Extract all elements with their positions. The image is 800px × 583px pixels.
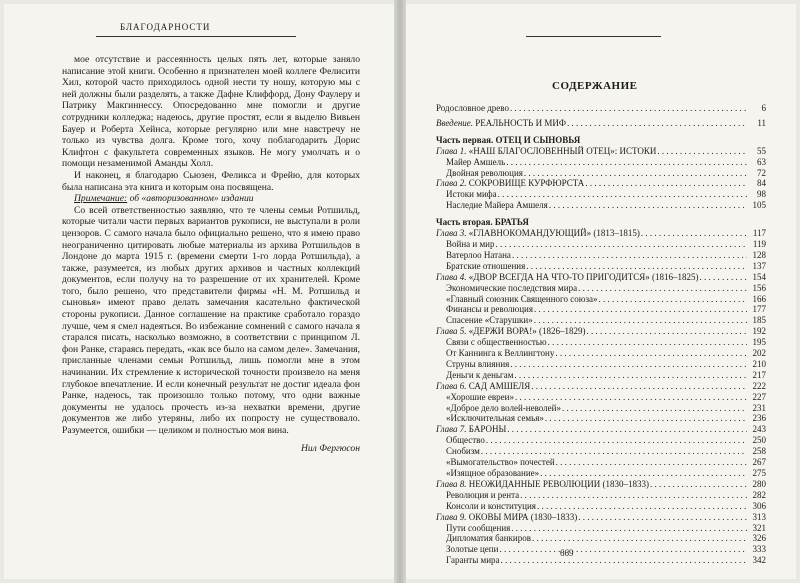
toc-leader-dots — [567, 118, 747, 129]
toc-chapter-label: Глава 5. — [436, 326, 469, 337]
toc-leader-dots — [510, 103, 747, 114]
toc-entry — [436, 468, 766, 479]
toc-entry-title: Революция и рента — [446, 489, 520, 500]
toc-leader-dots — [507, 424, 747, 435]
note-heading — [62, 193, 360, 205]
toc-entry — [436, 413, 766, 424]
toc-entry-title: Двойная революция — [446, 167, 523, 178]
toc-leader-dots — [549, 200, 747, 211]
toc-chapter-entry — [436, 326, 766, 337]
toc-entry-title: Деньги к деньгам — [446, 369, 514, 380]
toc-page-number: 105 — [752, 200, 766, 211]
toc-chapter-label: Глава 2. — [436, 178, 469, 189]
toc-page-number: 326 — [752, 533, 766, 544]
toc-page-number: 333 — [752, 544, 766, 555]
toc-entry-title: Глава 6. САД АМШЕЛЯ — [436, 380, 531, 391]
toc-entry-title: Струны влияния — [446, 358, 510, 369]
toc-page-number: 236 — [752, 413, 766, 424]
toc-leader-dots — [526, 261, 747, 272]
toc-entry-title: Пути сообщения — [446, 522, 511, 533]
toc-entry — [436, 315, 766, 326]
toc-entry-title: «Вымогательство» почестей — [446, 457, 555, 468]
toc-leader-dots — [499, 544, 747, 555]
toc-page-number: 217 — [752, 369, 766, 380]
table-of-contents — [436, 103, 766, 566]
toc-entry-title: Введение. РЕАЛЬНОСТЬ И МИФ — [436, 117, 566, 128]
toc-part-heading: Часть вторая. БРАТЬЯ — [436, 217, 529, 228]
toc-leader-dots — [498, 189, 747, 200]
toc-leader-dots — [562, 403, 747, 414]
toc-page-number: 72 — [757, 167, 766, 178]
toc-chapter-label: Глава 9. — [436, 511, 469, 522]
toc-entry — [436, 533, 766, 544]
toc-entry-title: Спасение «Старушки» — [446, 315, 533, 326]
author-signature: Нил Фергюсон — [300, 442, 360, 454]
toc-page-number: 98 — [757, 189, 766, 200]
toc-page-number: 282 — [752, 489, 766, 500]
toc-chapter-entry — [436, 118, 766, 129]
toc-page-number: 222 — [752, 380, 766, 391]
toc-page-number: 6 — [761, 103, 766, 113]
toc-title: СОДЕРЖАНИЕ — [552, 80, 638, 92]
toc-entry — [436, 446, 766, 457]
toc-entry — [436, 239, 766, 250]
toc-leader-dots — [515, 392, 747, 403]
toc-page-number: 231 — [752, 402, 766, 413]
toc-part-heading: Часть первая. ОТЕЦ И СЫНОВЬЯ — [436, 134, 581, 145]
toc-entry — [436, 200, 766, 211]
toc-entry-title: Братские отношения — [446, 260, 526, 271]
toc-entry — [436, 304, 766, 315]
toc-leader-dots — [700, 272, 747, 283]
toc-page-number: 202 — [752, 348, 766, 359]
toc-page-number: 275 — [752, 468, 766, 478]
toc-leader-dots — [534, 304, 747, 315]
toc-page-number: 185 — [752, 315, 766, 326]
toc-entry — [436, 250, 766, 261]
toc-page-number: 119 — [752, 238, 766, 249]
toc-page-number: 280 — [752, 478, 766, 489]
toc-page-number: 227 — [752, 391, 766, 402]
toc-chapter-entry — [436, 228, 766, 239]
toc-leader-dots — [524, 168, 747, 179]
toc-page-number: 11 — [757, 117, 766, 128]
toc-entry-title: Майер Амшель — [446, 156, 506, 167]
toc-entry-title: Золотые цепи — [446, 544, 499, 555]
toc-page-number: 84 — [757, 178, 766, 189]
toc-entry-title: От Каннинга к Веллингтону — [446, 348, 555, 359]
toc-page-number: 195 — [752, 337, 766, 348]
toc-entry-title: Гаранты мира — [446, 555, 500, 566]
toc-entry-title: Экономические последствия мира — [446, 282, 578, 293]
toc-entry — [436, 337, 766, 348]
toc-page-number: 55 — [757, 145, 766, 156]
toc-leader-dots — [555, 348, 747, 359]
toc-entry — [436, 359, 766, 370]
toc-page-number: 250 — [752, 435, 766, 446]
paragraph: И наконец, я благодарю Сьюзен, Феликса и Фрейю, для которых была написана эта книга и которым она посвящена. — [62, 169, 360, 193]
toc-entry-title: Глава 1. «НАШ БЛАГОСЛОВЕННЫЙ ОТЕЦ»: ИСТОКИ — [436, 145, 657, 156]
toc-leader-dots — [578, 283, 747, 294]
toc-page-number: 243 — [752, 424, 766, 435]
toc-chapter-entry — [436, 178, 766, 189]
toc-entry-title: «Хорошие евреи» — [446, 391, 514, 402]
toc-entry — [436, 168, 766, 179]
toc-page-number: 192 — [752, 326, 766, 337]
toc-page-number: 210 — [752, 358, 766, 369]
page-number: 669 — [560, 548, 574, 558]
toc-leader-dots — [599, 294, 747, 305]
toc-page-number: 306 — [752, 500, 766, 511]
header-rule — [96, 36, 296, 37]
note-paragraph: Со всей ответственностью заявляю, что те члены семьи Ротшильд, которые читали части первых вариантов рукописи, не выступали в роли цензоров. С самого начала было официально решено, что я имею право неограниченно цитировать любые материалы из архива Ротшильдов в Лондоне до марта 1915 г. (времени смерти 1-го лорда Ротшильда), а также, разумеется, из любых других архивов и частных коллекций документов, если получу на то разрешение от их хранителей. Кроме того, было решено, что представители фирмы «Н. М. Ротшильд и сыновья» имеют право делать замечания касательно фактической стороны рукописи. Данное соглашение на практике сработало гораздо лучше, чем я смел надеяться. Во избежание сомнений с самого начала я старался писать, насколько возможно, в соответствии с принципом Л. фон Ранке, стараясь передать, «как все было на самом деле». Замечания, присланные членами семьи Ротшильд, лишь помогли мне в этом начинании. Их стремление к исторической точности произвело на меня глубокое впечатление. И если конечный результат не достиг идеала фон Ранке, надеюсь, так произошло только потому, что одни важные документы не удалось прочесть из-за нехватки времени, другие документов же либо утеряны, либо их попросту не существовало. Разумеется, ошибки — целиком и полностью моя вина. — [62, 204, 360, 436]
running-head: БЛАГОДАРНОСТИ — [120, 22, 211, 32]
toc-page-number: 177 — [752, 304, 766, 315]
toc-chapter-label: Глава 1. — [436, 145, 469, 156]
header-rule — [526, 36, 661, 37]
toc-entry-title: Общество — [446, 435, 485, 446]
toc-page-number: 321 — [752, 522, 766, 533]
toc-leader-dots — [578, 512, 747, 523]
toc-entry — [436, 370, 766, 381]
toc-chapter-label: Глава 4. — [436, 271, 469, 282]
toc-entry — [436, 189, 766, 200]
toc-entry-title: «Доброе дело волей-неволей» — [446, 402, 561, 413]
toc-entry-title: Глава 8. НЕОЖИДАННЫЕ РЕВОЛЮЦИИ (1830–1833) — [436, 478, 650, 489]
toc-entry-title: Финансы и революция — [446, 304, 533, 315]
toc-page-number: 313 — [752, 511, 766, 522]
toc-entry — [436, 348, 766, 359]
toc-leader-dots — [641, 228, 747, 239]
toc-entry-title: Глава 5. «ДЕРЖИ ВОРА!» (1826–1829) — [436, 326, 586, 337]
toc-page-number: 63 — [757, 156, 766, 167]
toc-leader-dots — [548, 337, 747, 348]
toc-chapter-label: Введение. — [436, 117, 476, 128]
toc-entry-title: Глава 3. «ГЛАВНОКОМАНДУЮЩИЙ» (1813–1815) — [436, 228, 640, 239]
toc-entry-title: Глава 9. ОКОВЫ МИРА (1830–1833) — [436, 511, 578, 522]
toc-chapter-entry — [436, 146, 766, 157]
toc-entry-title: Глава 7. БАРОНЫ — [436, 424, 507, 435]
toc-chapter-label: Глава 3. — [436, 228, 469, 239]
toc-page-number: 258 — [752, 446, 766, 457]
toc-entry — [436, 261, 766, 272]
toc-entry — [436, 435, 766, 446]
toc-chapter-label: Глава 7. — [436, 424, 469, 435]
toc-page-number: 156 — [752, 282, 766, 293]
note-title: об «авторизованном» издании — [129, 193, 254, 205]
toc-leader-dots — [511, 523, 747, 534]
toc-entry-title: Снобизм — [446, 446, 480, 457]
toc-page-number: 137 — [752, 260, 766, 271]
toc-entry — [436, 523, 766, 534]
toc-entry-title: «Исключительная семья» — [446, 413, 544, 424]
toc-page-number: 166 — [752, 293, 766, 304]
toc-leader-dots — [657, 146, 747, 157]
toc-entry-title: Война и мир — [446, 238, 495, 249]
toc-entry-title: Связи с общественностью — [446, 337, 547, 348]
toc-chapter-entry — [436, 272, 766, 283]
toc-entry-title: Глава 2. СОКРОВИЩЕ КУРФЮРСТА — [436, 178, 585, 189]
toc-leader-dots — [585, 178, 747, 189]
toc-leader-dots — [514, 370, 747, 381]
toc-leader-dots — [587, 326, 747, 337]
toc-chapter-label: Глава 8. — [436, 478, 469, 489]
toc-chapter-entry — [436, 479, 766, 490]
toc-entry — [436, 157, 766, 168]
toc-chapter-entry — [436, 512, 766, 523]
toc-entry-title: Родословное древо — [436, 103, 509, 113]
toc-entry — [436, 490, 766, 501]
toc-leader-dots — [537, 501, 747, 512]
toc-entry — [436, 501, 766, 512]
toc-entry-title: «Главный союзник Священного союза» — [446, 293, 598, 304]
toc-entry — [436, 403, 766, 414]
toc-leader-dots — [531, 381, 747, 392]
toc-leader-dots — [540, 468, 747, 479]
toc-leader-dots — [532, 533, 747, 544]
toc-entry-title: Консоли и конституция — [446, 500, 536, 511]
toc-entry — [436, 103, 766, 114]
toc-entry — [436, 283, 766, 294]
toc-page-number: 267 — [752, 457, 766, 468]
toc-entry — [436, 294, 766, 305]
toc-entry-title: Ватерлоо Натана — [446, 249, 511, 260]
toc-page-number: 342 — [752, 555, 766, 566]
toc-leader-dots — [506, 157, 747, 168]
toc-leader-dots — [534, 315, 747, 326]
toc-chapter-entry — [436, 424, 766, 435]
toc-entry — [436, 544, 766, 555]
note-label: Примечание: — [74, 193, 128, 205]
toc-page-number: 128 — [752, 249, 766, 260]
toc-leader-dots — [520, 490, 747, 501]
toc-entry-title: Глава 4. «ДВОР ВСЕГДА НА ЧТО-ТО ПРИГОДИТСЯ» (1816–1825) — [436, 271, 699, 282]
acknowledgements-text — [62, 54, 360, 454]
toc-leader-dots — [486, 435, 747, 446]
toc-leader-dots — [501, 555, 747, 566]
toc-leader-dots — [481, 446, 747, 457]
toc-entry-title: Истоки мифа — [446, 189, 497, 200]
toc-leader-dots — [650, 479, 747, 490]
toc-entry — [436, 457, 766, 468]
toc-chapter-entry — [436, 381, 766, 392]
toc-entry — [436, 555, 766, 566]
toc-leader-dots — [545, 413, 747, 424]
toc-page-number: 117 — [752, 228, 766, 239]
toc-leader-dots — [512, 250, 747, 261]
toc-chapter-label: Глава 6. — [436, 380, 469, 391]
toc-leader-dots — [556, 457, 747, 468]
toc-page-number: 154 — [752, 271, 766, 282]
toc-entry-title: Наследие Майера Амшеля — [446, 200, 548, 211]
toc-entry-title: Дипломатия банкиров — [446, 533, 531, 544]
toc-entry — [436, 392, 766, 403]
toc-leader-dots — [495, 239, 747, 250]
paragraph: мое отсутствие и рассеянность целых пять лет, которые заняло написание этой книги. Особенно я признателен моей коллеге Фелисити Хил, которой часто приходилось одной нести ту ношу, которую мы с ней должны были разделять, а также Дафне Клиффорд, Дону Фаулеру и Патрику Макгиннессу. Опосредованно мне помогли и другие сотрудники колледжа; надеюсь, другие простят, если я выделю Вивьен Бауер и Роберта Хейнса, которые регулярно или мне навстречу не только из чувства долга. Кроме того, хочу поблагодарить Дорис Клифтон с факультета современных языков. Не могу умолчать и о помощи незаменимой Аманды Холл. — [62, 54, 360, 170]
toc-entry-title: «Изящное образование» — [446, 468, 540, 478]
toc-leader-dots — [510, 359, 747, 370]
